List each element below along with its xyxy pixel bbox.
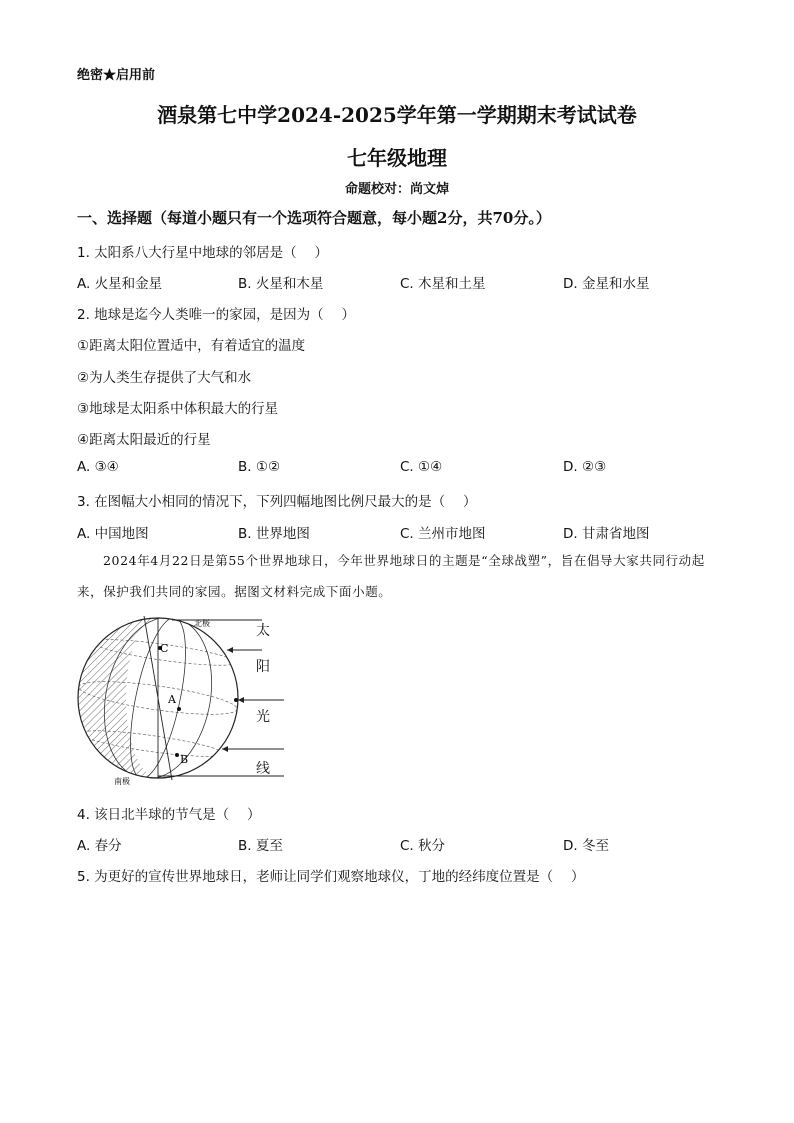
sun-char-2: 阳 — [256, 659, 270, 675]
exam-title: 酒泉第七中学2024-2025学年第一学期期末考试试卷 — [157, 103, 637, 127]
sun-char-4: 线 — [256, 761, 270, 777]
q2-statement-4: ④距离太阳最近的行星 — [77, 432, 211, 448]
earth-diagram — [72, 612, 287, 787]
earth-illumination-figure — [72, 612, 287, 787]
north-pole-label: 北极 — [194, 619, 210, 628]
question-2-stem: 2. 地球是迄今人类唯一的家园，是因为（ ） — [77, 307, 355, 323]
point-d-dot — [234, 698, 238, 702]
point-c-label: C — [160, 642, 169, 655]
q3-option-a: A. 中国地图 — [77, 526, 149, 542]
q3-option-c: C. 兰州市地图 — [400, 526, 486, 542]
q3-option-b: B. 世界地图 — [238, 526, 310, 542]
south-pole-label: 南极 — [114, 777, 130, 786]
secret-mark: 绝密★启用前 — [77, 68, 156, 83]
question-5-stem: 5. 为更好的宣传世界地球日，老师让同学们观察地球仪，丁地的经纬度位置是（ ） — [77, 869, 585, 885]
point-b-dot — [175, 753, 179, 757]
question-4-stem: 4. 该日北半球的节气是（ ） — [77, 807, 261, 823]
q4-option-b: B. 夏至 — [238, 838, 283, 854]
q4-option-a: A. 春分 — [77, 838, 122, 854]
q1-option-d: D. 金星和水星 — [563, 276, 650, 292]
q2-statement-1: ①距离太阳位置适中，有着适宜的温度 — [77, 338, 306, 354]
point-a-label: A — [168, 693, 176, 706]
q2-option-c: C. ①④ — [400, 459, 443, 475]
q2-option-a: A. ③④ — [77, 459, 119, 475]
q2-option-d: D. ②③ — [563, 459, 607, 475]
reading-passage: 2024年4月22日是第55个世界地球日，今年世界地球日的主题是“全球战塑”，旨在倡导大家共同行动起来，保护我们共同的家园。据图文材料完成下面小题。 — [77, 553, 705, 599]
point-a-dot — [177, 707, 181, 711]
exam-author: 命题校对：尚文焯 — [344, 182, 449, 197]
exam-subtitle: 七年级地理 — [347, 146, 447, 170]
sun-char-1: 太 — [256, 623, 270, 639]
q1-option-a: A. 火星和金星 — [77, 276, 163, 292]
q2-statement-2: ②为人类生存提供了大气和水 — [77, 370, 252, 386]
section-heading: 一、选择题（每道小题只有一个选项符合题意，每小题2分，共70分。） — [77, 209, 551, 227]
q1-option-c: C. 木星和土星 — [400, 276, 486, 292]
q1-option-b: B. 火星和木星 — [238, 276, 324, 292]
q2-option-b: B. ①② — [238, 459, 281, 475]
question-3-stem: 3. 在图幅大小相同的情况下，下列四幅地图比例尺最大的是（ ） — [77, 494, 477, 510]
q3-option-d: D. 甘肃省地图 — [563, 526, 650, 542]
point-b-label: B — [180, 753, 189, 766]
q4-option-c: C. 秋分 — [400, 838, 446, 854]
question-1-stem: 1. 太阳系八大行星中地球的邻居是（ ） — [77, 245, 328, 261]
sun-char-3: 光 — [256, 709, 270, 725]
q4-option-d: D. 冬至 — [563, 838, 609, 854]
q2-statement-3: ③地球是太阳系中体积最大的行星 — [77, 401, 279, 417]
